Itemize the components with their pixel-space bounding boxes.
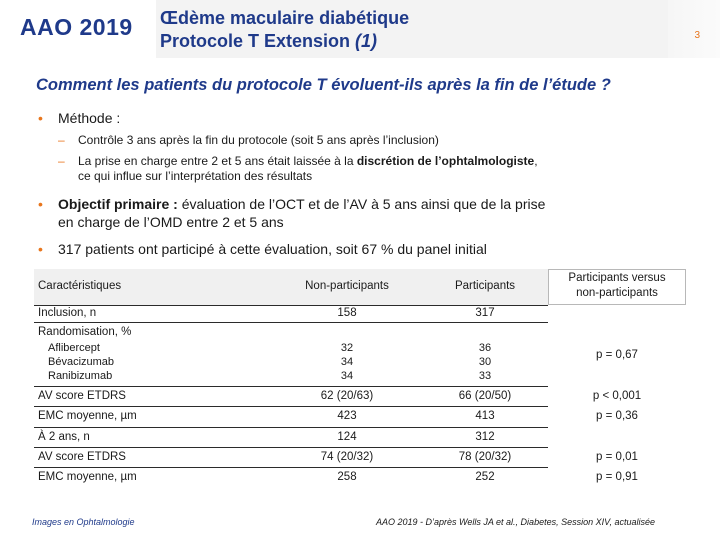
table-header-row (34, 269, 686, 305)
aao-logo: AAO 2019 (20, 14, 133, 40)
table-divider (34, 406, 548, 407)
bullet-dot: • (38, 196, 43, 212)
title-main: Protocole T Extension (160, 31, 356, 51)
row-av-score-2ans-label: AV score ETDRS (38, 451, 126, 463)
rand-c1-aflibercept: 32 (340, 342, 354, 354)
table-divider (34, 427, 548, 428)
rand-c1-bevacizumab: 34 (340, 356, 354, 368)
sub-dash: – (58, 154, 65, 168)
header-comparison-line1: Participants versus (568, 272, 666, 284)
title-ref: (1) (355, 31, 378, 51)
footer-source: Images en Ophtalmologie (32, 517, 135, 527)
sub2-pre: La prise en charge entre 2 et 5 ans était laissée à la (78, 154, 357, 168)
slide-title-line1: Œdème maculaire diabétique (160, 8, 410, 28)
row-randomisation-label: Randomisation, % (38, 326, 132, 338)
rand-bevacizumab: Bévacizumab (48, 356, 115, 368)
title-area (156, 0, 668, 58)
row-av-score-label: AV score ETDRS (38, 390, 126, 402)
row-emc-2ans-c3: p = 0,91 (596, 471, 638, 483)
sub2-bold: discrétion de l’ophtalmologiste (356, 154, 535, 168)
method-sub2-line2: ce qui influe sur l’interprétation des résultats (78, 169, 313, 183)
bullet-objective-text (58, 196, 545, 213)
slide-header (0, 0, 720, 60)
rand-pvalue: p = 0,67 (596, 349, 638, 361)
page-number: 3 (694, 30, 700, 41)
row-emc-c3: p = 0,36 (596, 410, 638, 422)
objective-text: évaluation de l’OCT et de l’AV à 5 ans ainsi que de la prise (177, 196, 546, 212)
row-inclusion-label: Inclusion, n (38, 307, 97, 319)
bullet-participants-text: 317 patients ont participé à cette évaluation, soit 67 % du panel initial (58, 241, 487, 257)
table-divider (34, 305, 548, 306)
rand-c2-bevacizumab: 30 (478, 356, 492, 368)
slide-title-line2 (160, 31, 377, 52)
page-number-area (668, 0, 720, 58)
table-divider (34, 386, 548, 387)
row-av-score-c3: p < 0,001 (592, 390, 642, 402)
slide-question: Comment les patients du protocole T évoluent-ils après la fin de l’étude ? (36, 76, 611, 94)
rand-c2-aflibercept: 36 (478, 342, 492, 354)
table-divider (34, 467, 548, 468)
sub2-post: , (534, 154, 538, 168)
row-inclusion-c1: 158 (337, 307, 357, 319)
row-inclusion-c2: 317 (475, 307, 495, 319)
method-sub2-text (78, 154, 538, 169)
footer-reference: AAO 2019 - D’après Wells JA et al., Diabetes, Session XIV, actualisée (376, 517, 655, 527)
bullet-dot: • (38, 110, 43, 126)
row-emc-2ans-c2: 252 (475, 471, 495, 483)
objective-line2: en charge de l’OMD entre 2 et 5 ans (58, 214, 284, 230)
bullet-method-text: Méthode : (58, 110, 121, 126)
logo-area (0, 0, 156, 58)
rand-aflibercept: Aflibercept (48, 342, 100, 354)
row-emc-c1: 423 (337, 410, 357, 422)
row-emc-c2: 413 (475, 410, 495, 422)
sub-dash: – (58, 133, 65, 147)
results-table (34, 269, 686, 493)
row-av-score-2ans-c3: p = 0,01 (596, 451, 638, 463)
row-av-score-2ans-c1: 74 (20/32) (320, 451, 374, 463)
header-comparison-line2: non-participants (576, 287, 658, 299)
table-divider (34, 322, 548, 323)
rand-c2-ranibizumab: 33 (478, 370, 492, 382)
header-non-participants: Non-participants (305, 280, 389, 292)
header-characteristics: Caractéristiques (38, 280, 122, 292)
bullet-dot: • (38, 241, 43, 257)
row-emc-2ans-label: EMC moyenne, µm (38, 471, 137, 483)
rand-ranibizumab: Ranibizumab (48, 370, 113, 382)
objective-label: Objectif primaire : (58, 196, 178, 212)
row-2ans-c1: 124 (337, 431, 357, 443)
row-av-score-c1: 62 (20/63) (320, 390, 374, 402)
method-sub1-text: Contrôle 3 ans après la fin du protocole (soit 5 ans après l’inclusion) (78, 133, 439, 147)
row-av-score-2ans-c2: 78 (20/32) (458, 451, 512, 463)
row-emc-label: EMC moyenne, µm (38, 410, 137, 422)
row-2ans-c2: 312 (475, 431, 495, 443)
row-2ans-label: À 2 ans, n (38, 431, 90, 443)
rand-c1-ranibizumab: 34 (340, 370, 354, 382)
table-divider (34, 447, 548, 448)
header-participants: Participants (454, 280, 516, 292)
row-emc-2ans-c1: 258 (337, 471, 357, 483)
row-av-score-c2: 66 (20/50) (458, 390, 512, 402)
